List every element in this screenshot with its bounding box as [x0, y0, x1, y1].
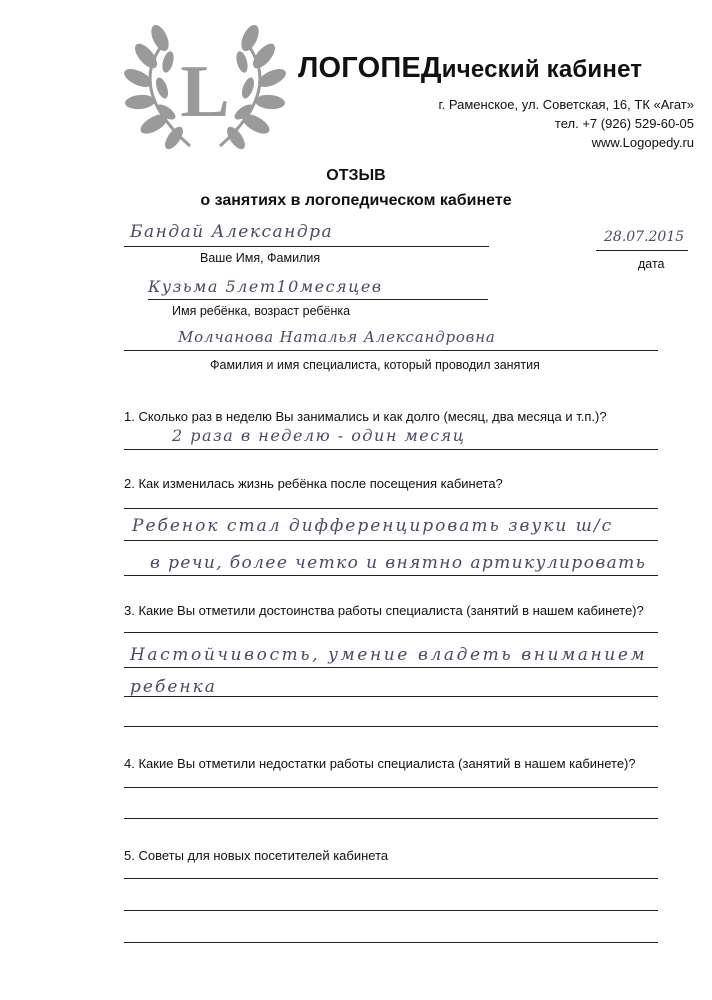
answer-line — [124, 667, 658, 668]
answer-2-line-2: в речи, более четко и внятно артикулировать — [150, 553, 647, 573]
answer-2-line-1: Ребенок стал дифференцировать звуки ш/с — [132, 516, 614, 536]
specialist-value: Молчанова Наталья Александровна — [178, 328, 496, 346]
website: www.Logopedy.ru — [591, 135, 694, 150]
answer-1-line-1: 2 раза в неделю - один месяц — [172, 426, 466, 445]
logo-letter: L — [180, 51, 230, 133]
answer-line — [124, 449, 658, 450]
name-line — [124, 246, 489, 247]
answer-line — [124, 632, 658, 633]
answer-line — [124, 696, 658, 697]
specialist-line — [124, 350, 658, 351]
question-1: 1. Сколько раз в неделю Вы занимались и как долго (месяц, два месяца и т.п.)? — [124, 409, 607, 424]
question-5: 5. Советы для новых посетителей кабинета — [124, 848, 389, 863]
brand-name — [298, 52, 642, 85]
child-caption: Имя ребёнка, возраст ребёнка — [172, 304, 351, 318]
date-caption: дата — [638, 257, 665, 271]
brand-rest: ический кабинет — [441, 56, 643, 83]
address: г. Раменское, ул. Советская, 16, ТК «Агат» — [438, 97, 694, 112]
date-line — [596, 250, 688, 251]
child-value: Кузьма 5лет10месяцев — [148, 277, 383, 296]
document-subtitle: о занятиях в логопедическом кабинете — [200, 192, 512, 209]
answer-line — [124, 508, 658, 509]
answer-line — [124, 818, 658, 819]
answer-line — [124, 878, 658, 879]
document-title: ОТЗЫВ — [326, 167, 386, 184]
name-value: Бандай Александра — [130, 222, 334, 242]
laurel-wreath-icon — [120, 18, 290, 153]
date-value: 28.07.2015 — [604, 229, 685, 245]
answer-line — [124, 540, 658, 541]
brand-bold: ЛОГОПЕД — [298, 52, 442, 84]
question-2: 2. Как изменилась жизнь ребёнка после посещения кабинета? — [124, 476, 503, 491]
answer-line — [124, 910, 658, 911]
question-3: 3. Какие Вы отметили достоинства работы специалиста (занятий в нашем кабинете)? — [124, 603, 644, 618]
answer-line — [124, 575, 658, 576]
answer-3-line-1: Настойчивость, умение владеть вниманием — [130, 645, 648, 665]
answer-line — [124, 787, 658, 788]
specialist-caption: Фамилия и имя специалиста, который проводил занятия — [210, 358, 540, 372]
name-caption: Ваше Имя, Фамилия — [200, 251, 321, 265]
question-4: 4. Какие Вы отметили недостатки работы специалиста (занятий в нашем кабинете)? — [124, 756, 636, 771]
child-line — [148, 299, 488, 300]
phone: тел. +7 (926) 529-60-05 — [554, 116, 694, 131]
answer-line — [124, 942, 658, 943]
answer-line — [124, 726, 658, 727]
answer-3-line-2: ребенка — [130, 677, 217, 697]
